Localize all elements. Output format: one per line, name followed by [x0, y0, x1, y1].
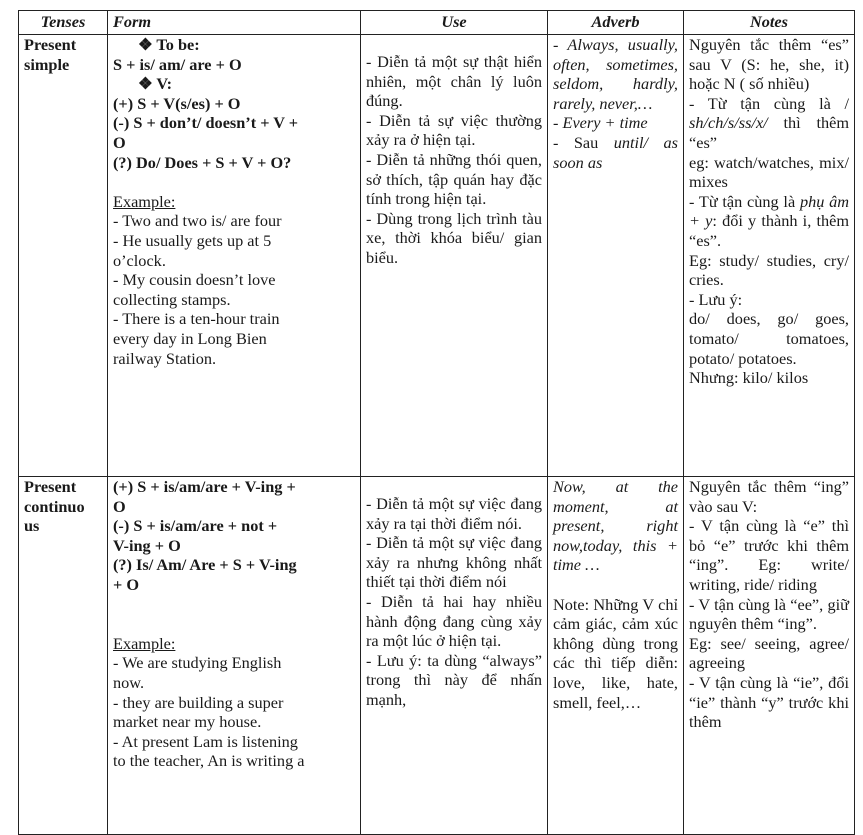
adverb-frequency-list: [553, 35, 678, 113]
form-cell: [108, 477, 361, 835]
note-text: : đổi y thành i, thêm “es”.: [689, 211, 849, 250]
adverb-time-list: Now, at the moment, at present, right now,today, this + time …: [553, 477, 678, 575]
use-item: - Diễn tả một sự việc đang xảy ra tại thời điểm nói.: [366, 494, 542, 533]
adverb-every-time: [553, 113, 678, 133]
use-item: - Diễn tả sự việc thường xảy ra ở hiện tại.: [366, 110, 542, 150]
note-item: - V tận cùng là “ie”, đổi “ie” thành “y” trước khi thêm: [689, 672, 849, 732]
note-item: Nguyên tắc thêm “ing” vào sau V:: [689, 477, 849, 516]
tense-name-line: Present: [24, 35, 77, 54]
header-row: [19, 11, 855, 35]
note-italic: phụ âm + y: [689, 191, 850, 231]
tense-name-line: us: [24, 516, 40, 536]
use-item: - Dùng trong lịch trình tàu xe, thời khóa biểu/ gian biểu.: [366, 208, 542, 267]
example-line: - There is a ten-hour train: [113, 309, 280, 329]
form-cell: [108, 35, 361, 477]
tense-cell: [19, 477, 108, 835]
form-bullet-to-be: ❖ To be:: [138, 35, 200, 54]
tenses-table: [18, 10, 855, 835]
adverb-until: [553, 133, 678, 172]
header-adverb: Adverb: [548, 11, 684, 35]
header-tenses: Tenses: [19, 11, 108, 35]
tense-name-line: simple: [24, 54, 70, 74]
form-negative: (-) S + is/am/are + not +: [113, 516, 278, 536]
form-bullet-verb: ❖ V:: [138, 74, 173, 94]
example-line: - My cousin doesn’t love: [113, 270, 276, 290]
notes-cell: [684, 477, 855, 835]
use-cell: [361, 477, 548, 835]
use-item: - Diễn tả những thói quen, sở thích, tập quán hay đặc tính trong hiện tại.: [366, 149, 542, 209]
example-label: Example:: [113, 633, 176, 653]
tense-name-line: continuo: [24, 496, 85, 516]
note-item: Eg: see/ seeing, agree/ agreeing: [689, 633, 849, 673]
note-item: [689, 192, 849, 251]
form-negative: (-) S + don’t/ doesn’t + V +: [113, 113, 299, 133]
example-line: - We are studying English: [113, 653, 282, 673]
form-positive: (+) S + V(s/es) + O: [113, 93, 241, 113]
adverb-until-prefix: - Sau: [553, 132, 614, 152]
note-item: - V tận cùng là “ee”, giữ nguyên thêm “ing”.: [689, 594, 849, 634]
form-question-cont: + O: [113, 574, 140, 594]
note-item: do/ does, go/ goes, tomato/ tomatoes, potato/ potatoes.: [689, 309, 849, 368]
form-positive: (+) S + is/am/are + V-ing +: [113, 477, 296, 496]
note-item: - Lưu ý:: [689, 289, 743, 309]
note-italic: sh/ch/s/ss/x/: [689, 113, 768, 133]
header-notes: Notes: [684, 11, 855, 35]
form-negative-cont: V-ing + O: [113, 535, 181, 555]
header-use: Use: [361, 11, 548, 35]
adverb-cell: [548, 35, 684, 477]
note-item: Nguyên tắc thêm “es” sau V (S: he, she, it) hoặc N ( số nhiều): [689, 35, 849, 94]
adverb-dash: -: [553, 113, 563, 133]
header-form: Form: [108, 11, 361, 35]
example-line: - At present Lam is listening: [113, 731, 298, 751]
example-line: - they are building a super: [113, 692, 284, 712]
note-text: thì thêm “es”: [689, 113, 849, 152]
form-to-be-structure: S + is/ am/ are + O: [113, 54, 242, 74]
note-item: Eg: study/ studies, cry/ cries.: [689, 250, 849, 290]
notes-cell: [684, 35, 855, 477]
table-row-present-continuous: [19, 477, 855, 835]
use-item: - Diễn tả một sự thật hiển nhiên, một chân lý luôn đúng.: [366, 52, 542, 111]
example-line: o’clock.: [113, 250, 166, 270]
use-cell: [361, 35, 548, 477]
note-item: [689, 94, 849, 153]
example-line: now.: [113, 672, 145, 692]
example-line: - Two and two is/ are four: [113, 211, 282, 231]
use-item: - Diễn tả hai hay nhiều hành động đang cùng xảy ra một lúc ở hiện tại.: [366, 591, 542, 651]
example-line: collecting stamps.: [113, 289, 231, 309]
form-negative-cont: O: [113, 132, 126, 152]
note-text: - Từ tận cùng là: [689, 191, 800, 211]
use-item: - Lưu ý: ta dùng “always” trong thì này để nhấn mạnh,: [366, 650, 542, 709]
adverb-cell: [548, 477, 684, 835]
form-question: (?) Do/ Does + S + V + O?: [113, 152, 292, 172]
note-text: - Từ tận cùng là /: [689, 93, 849, 113]
adverb-dash: -: [553, 35, 559, 54]
table-row-present-simple: [19, 35, 855, 477]
adverb-every-time-text: Every + time: [562, 113, 648, 133]
adverb-until-text: until/ as soon as: [553, 132, 678, 172]
tense-cell: [19, 35, 108, 477]
example-line: - He usually gets up at 5: [113, 230, 272, 250]
example-line: to the teacher, An is writing a: [113, 751, 305, 771]
note-item: eg: watch/watches, mix/ mixes: [689, 152, 849, 192]
example-label: Example:: [113, 191, 176, 211]
adverb-note: Note: Những V chỉ cảm giác, cảm xúc không dùng trong các thì tiếp diễn: love, like, hate, smell, feel,…: [553, 594, 678, 712]
note-item: Nhưng: kilo/ kilos: [689, 368, 809, 388]
form-positive-cont: O: [113, 496, 126, 516]
tense-name-line: Present: [24, 477, 77, 496]
adverb-frequency-words: Always, usually, often, sometimes, seldom, hardly, rarely, never,…: [553, 35, 679, 113]
use-item: - Diễn tả một sự việc đang xảy ra nhưng không nhất thiết tại thời điểm nói: [366, 533, 542, 592]
example-line: market near my house.: [113, 712, 262, 732]
note-item: - V tận cùng là “e” thì bỏ “e” trước khi thêm “ing”. Eg: write/ writing, ride/ riding: [689, 516, 849, 594]
example-line: railway Station.: [113, 348, 217, 368]
example-line: every day in Long Bien: [113, 328, 267, 348]
form-question: (?) Is/ Am/ Are + S + V-ing: [113, 555, 297, 575]
